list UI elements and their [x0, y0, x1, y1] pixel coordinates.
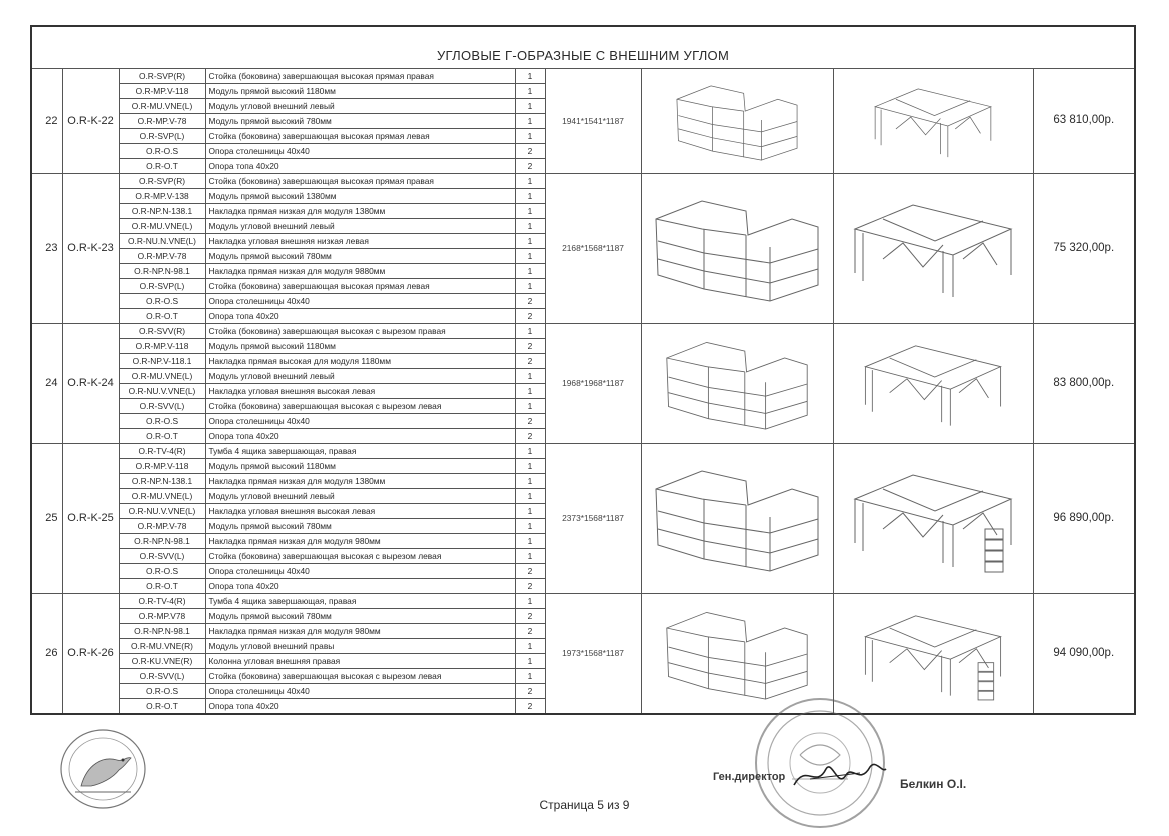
item-code: O.R-MP.V-118 [119, 84, 205, 99]
item-description: Модуль прямой высокий 780мм [205, 114, 515, 129]
signer-title: Ген.директор [713, 771, 786, 783]
item-description: Опора топа 40х20 [205, 429, 515, 444]
dimensions: 1941*1541*1187 [545, 69, 641, 174]
table-body [31, 69, 1135, 715]
item-quantity: 2 [515, 309, 545, 324]
item-quantity: 1 [515, 114, 545, 129]
item-code: O.R-MU.VNE(L) [119, 489, 205, 504]
item-description: Модуль прямой высокий 1180мм [205, 459, 515, 474]
item-code: O.R-SVP(R) [119, 69, 205, 84]
item-description: Стойка (боковина) завершающая высокая с вырезом левая [205, 549, 515, 564]
item-description: Опора столешницы 40х40 [205, 684, 515, 699]
item-description: Накладка угловая внешняя высокая левая [205, 504, 515, 519]
section-title: УГЛОВЫЕ Г-ОБРАЗНЫЕ С ВНЕШНИМ УГЛОМ [31, 26, 1135, 69]
table-row [31, 444, 1135, 459]
item-code: O.R-SVP(R) [119, 174, 205, 189]
item-quantity: 1 [515, 69, 545, 84]
table-row [31, 69, 1135, 84]
item-description: Модуль угловой внешний левый [205, 369, 515, 384]
item-description: Опора топа 40х20 [205, 159, 515, 174]
item-description: Накладка угловая внешняя высокая левая [205, 384, 515, 399]
model-code: O.R-K-22 [62, 69, 119, 174]
item-description: Стойка (боковина) завершающая высокая с вырезом левая [205, 669, 515, 684]
item-description: Модуль прямой высокий 780мм [205, 609, 515, 624]
item-quantity: 1 [515, 99, 545, 114]
item-quantity: 2 [515, 579, 545, 594]
model-code: O.R-K-25 [62, 444, 119, 594]
item-description: Стойка (боковина) завершающая высокая прямая левая [205, 279, 515, 294]
front-view-drawing [642, 602, 832, 706]
row-number: 24 [31, 324, 62, 444]
front-view-drawing [642, 77, 832, 166]
front-view-drawing [642, 332, 832, 436]
item-code: O.R-SVV(R) [119, 324, 205, 339]
item-description: Накладка прямая низкая для модуля 980мм [205, 624, 515, 639]
item-description: Опора топа 40х20 [205, 309, 515, 324]
item-description: Накладка прямая низкая для модуля 980мм [205, 534, 515, 549]
item-quantity: 1 [515, 669, 545, 684]
item-code: O.R-TV-4(R) [119, 594, 205, 609]
item-description: Стойка (боковина) завершающая высокая с вырезом левая [205, 399, 515, 414]
item-code: O.R-O.T [119, 579, 205, 594]
dimensions: 2373*1568*1187 [545, 444, 641, 594]
model-code: O.R-K-24 [62, 324, 119, 444]
back-image [833, 444, 1033, 594]
signer-name: Белкин О.І. [900, 777, 967, 791]
item-description: Стойка (боковина) завершающая высокая с вырезом правая [205, 324, 515, 339]
item-code: O.R-MU.VNE(L) [119, 219, 205, 234]
price: 96 890,00р. [1033, 444, 1135, 594]
price: 83 800,00р. [1033, 324, 1135, 444]
item-quantity: 1 [515, 219, 545, 234]
item-description: Модуль прямой высокий 1380мм [205, 189, 515, 204]
item-quantity: 2 [515, 294, 545, 309]
item-quantity: 2 [515, 159, 545, 174]
table-row [31, 594, 1135, 609]
item-description: Опора столешницы 40х40 [205, 294, 515, 309]
item-quantity: 2 [515, 429, 545, 444]
back-image [833, 174, 1033, 324]
item-code: O.R-O.T [119, 309, 205, 324]
front-image [641, 69, 833, 174]
item-description: Модуль угловой внешний правы [205, 639, 515, 654]
item-code: O.R-MU.VNE(R) [119, 639, 205, 654]
item-quantity: 2 [515, 354, 545, 369]
back-image [833, 69, 1033, 174]
item-description: Накладка прямая высокая для модуля 1180мм [205, 354, 515, 369]
item-quantity: 2 [515, 144, 545, 159]
item-code: O.R-O.T [119, 699, 205, 715]
item-code: O.R-MU.VNE(L) [119, 99, 205, 114]
dimensions: 1968*1968*1187 [545, 324, 641, 444]
item-code: O.R-O.T [119, 159, 205, 174]
row-number: 22 [31, 69, 62, 174]
back-image [833, 324, 1033, 444]
item-code: O.R-MP.V-138 [119, 189, 205, 204]
back-view-drawing [843, 452, 1023, 586]
item-description: Опора столешницы 40х40 [205, 144, 515, 159]
item-code: O.R-O.S [119, 144, 205, 159]
item-description: Накладка прямая низкая для модуля 9880мм [205, 264, 515, 279]
item-code: O.R-NP.V-118.1 [119, 354, 205, 369]
price-table [30, 25, 1136, 715]
item-quantity: 1 [515, 369, 545, 384]
item-code: O.R-NP.N-138.1 [119, 474, 205, 489]
item-quantity: 2 [515, 564, 545, 579]
item-code: O.R-KU.VNE(R) [119, 654, 205, 669]
item-quantity: 1 [515, 474, 545, 489]
back-view-drawing [843, 602, 1023, 706]
item-code: O.R-SVV(L) [119, 399, 205, 414]
item-description: Модуль угловой внешний левый [205, 219, 515, 234]
item-code: O.R-NP.N-98.1 [119, 534, 205, 549]
item-description: Колонна угловая внешняя правая [205, 654, 515, 669]
item-quantity: 1 [515, 459, 545, 474]
front-view-drawing [642, 182, 832, 316]
item-quantity: 1 [515, 204, 545, 219]
item-quantity: 1 [515, 279, 545, 294]
item-code: O.R-SVV(L) [119, 669, 205, 684]
price: 94 090,00р. [1033, 594, 1135, 715]
item-code: O.R-O.T [119, 429, 205, 444]
dimensions: 1973*1568*1187 [545, 594, 641, 715]
item-code: O.R-MP.V-78 [119, 114, 205, 129]
item-code: O.R-NP.N-98.1 [119, 264, 205, 279]
item-quantity: 2 [515, 414, 545, 429]
model-code: O.R-K-23 [62, 174, 119, 324]
item-code: O.R-MU.VNE(L) [119, 369, 205, 384]
item-description: Опора столешницы 40х40 [205, 414, 515, 429]
page-number: Страница 5 из 9 [539, 798, 630, 812]
row-number: 25 [31, 444, 62, 594]
item-code: O.R-O.S [119, 684, 205, 699]
item-description: Модуль прямой высокий 780мм [205, 249, 515, 264]
item-quantity: 2 [515, 609, 545, 624]
item-quantity: 1 [515, 594, 545, 609]
signature [790, 755, 890, 800]
item-description: Модуль прямой высокий 1180мм [205, 339, 515, 354]
price: 75 320,00р. [1033, 174, 1135, 324]
item-description: Опора столешницы 40х40 [205, 564, 515, 579]
back-view-drawing [843, 77, 1023, 166]
item-description: Модуль угловой внешний левый [205, 99, 515, 114]
front-image [641, 444, 833, 594]
item-code: O.R-NU.V.VNE(L) [119, 504, 205, 519]
item-code: O.R-O.S [119, 414, 205, 429]
item-description: Опора топа 40х20 [205, 699, 515, 715]
item-description: Стойка (боковина) завершающая высокая прямая правая [205, 69, 515, 84]
dimensions: 2168*1568*1187 [545, 174, 641, 324]
item-code: O.R-MP.V-78 [119, 519, 205, 534]
item-quantity: 1 [515, 444, 545, 459]
model-code: O.R-K-26 [62, 594, 119, 715]
item-quantity: 1 [515, 489, 545, 504]
item-description: Опора топа 40х20 [205, 579, 515, 594]
item-code: O.R-MP.V-78 [119, 249, 205, 264]
item-description: Накладка угловая внешняя низкая левая [205, 234, 515, 249]
item-code: O.R-MP.V-118 [119, 459, 205, 474]
item-code: O.R-NU.V.VNE(L) [119, 384, 205, 399]
item-quantity: 1 [515, 264, 545, 279]
item-description: Тумба 4 ящика завершающая, правая [205, 444, 515, 459]
back-view-drawing [843, 332, 1023, 436]
item-code: O.R-SVP(L) [119, 279, 205, 294]
item-code: O.R-MP.V78 [119, 609, 205, 624]
item-quantity: 1 [515, 84, 545, 99]
price: 63 810,00р. [1033, 69, 1135, 174]
item-description: Накладка прямая низкая для модуля 1380мм [205, 204, 515, 219]
item-description: Стойка (боковина) завершающая высокая прямая правая [205, 174, 515, 189]
item-quantity: 1 [515, 639, 545, 654]
item-description: Накладка прямая низкая для модуля 1380мм [205, 474, 515, 489]
item-code: O.R-O.S [119, 564, 205, 579]
item-description: Модуль угловой внешний левый [205, 489, 515, 504]
item-code: O.R-SVP(L) [119, 129, 205, 144]
item-quantity: 1 [515, 234, 545, 249]
item-code: O.R-NP.N-98.1 [119, 624, 205, 639]
item-quantity: 1 [515, 129, 545, 144]
item-code: O.R-O.S [119, 294, 205, 309]
row-number: 26 [31, 594, 62, 715]
item-quantity: 1 [515, 174, 545, 189]
front-image [641, 174, 833, 324]
back-view-drawing [843, 182, 1023, 316]
item-description: Тумба 4 ящика завершающая, правая [205, 594, 515, 609]
item-quantity: 1 [515, 549, 545, 564]
item-quantity: 1 [515, 519, 545, 534]
table-row [31, 324, 1135, 339]
item-quantity: 2 [515, 684, 545, 699]
item-code: O.R-SVV(L) [119, 549, 205, 564]
item-quantity: 1 [515, 189, 545, 204]
item-quantity: 1 [515, 384, 545, 399]
item-code: O.R-NU.N.VNE(L) [119, 234, 205, 249]
item-description: Модуль прямой высокий 780мм [205, 519, 515, 534]
item-quantity: 1 [515, 654, 545, 669]
item-code: O.R-TV-4(R) [119, 444, 205, 459]
item-description: Стойка (боковина) завершающая высокая прямая левая [205, 129, 515, 144]
item-quantity: 1 [515, 249, 545, 264]
item-quantity: 2 [515, 699, 545, 715]
table-row [31, 174, 1135, 189]
front-view-drawing [642, 452, 832, 586]
row-number: 23 [31, 174, 62, 324]
item-quantity: 2 [515, 339, 545, 354]
item-description: Модуль прямой высокий 1180мм [205, 84, 515, 99]
item-quantity: 1 [515, 534, 545, 549]
item-code: O.R-NP.N-138.1 [119, 204, 205, 219]
item-quantity: 1 [515, 504, 545, 519]
item-quantity: 1 [515, 399, 545, 414]
item-code: O.R-MP.V-118 [119, 339, 205, 354]
item-quantity: 2 [515, 624, 545, 639]
front-image [641, 324, 833, 444]
item-quantity: 1 [515, 324, 545, 339]
